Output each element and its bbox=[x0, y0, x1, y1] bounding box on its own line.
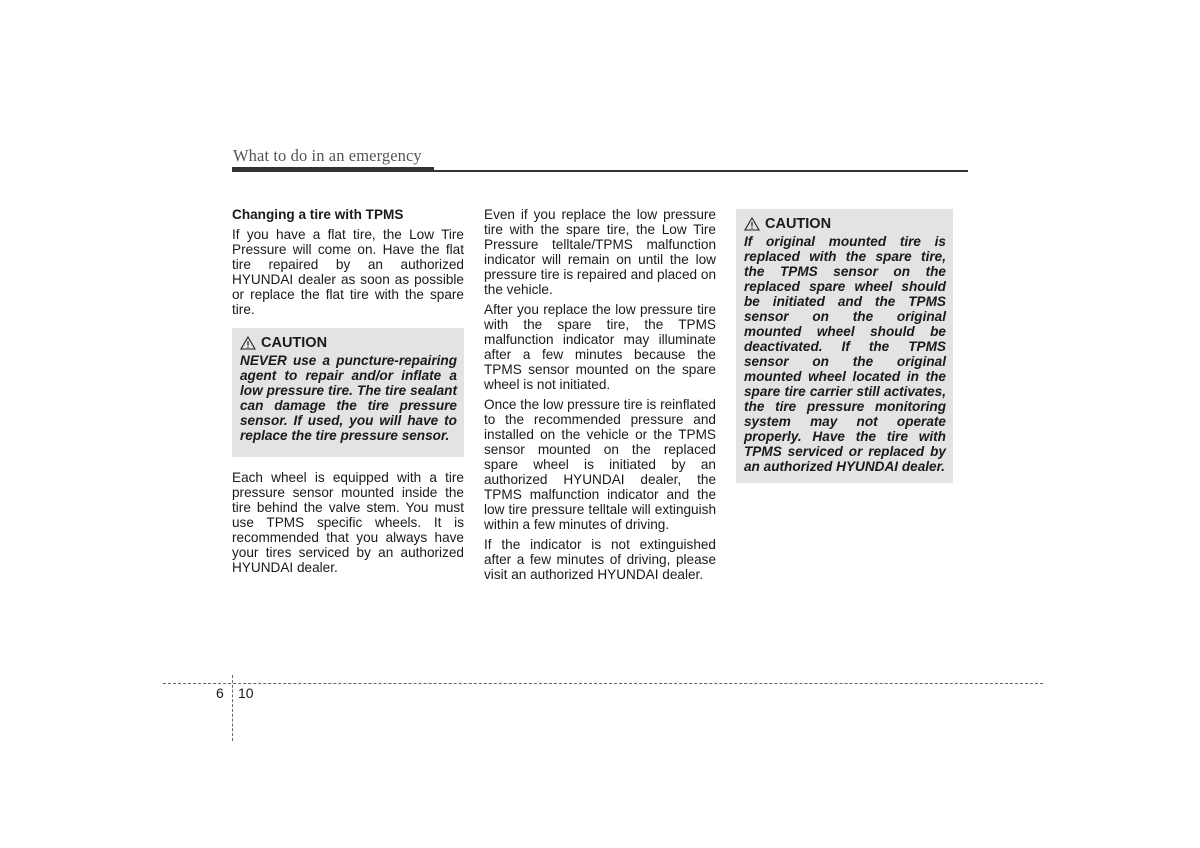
paragraph: If the indicator is not extinguished after a few minutes of driving, please visit an authorized HYUNDAI dealer. bbox=[484, 537, 716, 582]
caution-box bbox=[736, 209, 953, 483]
left-column bbox=[232, 207, 464, 580]
paragraph: Even if you replace the low pressure tire with the spare tire, the Low Tire Pressure telltale/TPMS malfunction indicator will remain on until the low pressure tire is repaired and placed on the vehicle. bbox=[484, 207, 716, 297]
footer-rule bbox=[163, 683, 1043, 684]
middle-column bbox=[484, 207, 716, 587]
warning-triangle-icon bbox=[240, 336, 256, 350]
warning-triangle-icon bbox=[744, 217, 760, 231]
footer-divider bbox=[232, 675, 233, 741]
paragraph: Once the low pressure tire is reinflated to the recommended pressure and installed on the vehicle or the TPMS sensor mounted on the replaced spare wheel is initiated by an authorized HYUNDAI dealer, the TPMS malfunction indicator and the low tire pressure telltale will extinguish within a few minutes of driving. bbox=[484, 397, 716, 532]
caution-box bbox=[232, 328, 464, 457]
caution-text: NEVER use a puncture-repairing agent to repair and/or inflate a low pressure tire. The tire sealant can damage the tire pressure sensor. If used, you will have to replace the tire pressure sensor. bbox=[240, 353, 457, 443]
paragraph: If you have a flat tire, the Low Tire Pressure will come on. Have the flat tire repaired by an authorized HYUNDAI dealer as soon as possible or replace the flat tire with the spare tire. bbox=[232, 227, 464, 317]
caution-label: CAUTION bbox=[261, 335, 328, 351]
right-column bbox=[736, 209, 953, 483]
caution-text: If original mounted tire is replaced with the spare tire, the TPMS sensor on the replaced spare wheel should be initiated and the TPMS sensor on the original mounted wheel should be deactivated. If the TPMS sensor on the original mounted wheel located in the spare tire carrier still activates, the tire pressure monitoring system may not operate properly. Have the tire with TPMS serviced or replaced by an authorized HYUNDAI dealer. bbox=[744, 234, 946, 474]
page-number: 10 bbox=[238, 685, 254, 701]
chapter-number: 6 bbox=[216, 685, 224, 701]
section-title: What to do in an emergency bbox=[233, 146, 422, 165]
caution-label: CAUTION bbox=[765, 216, 832, 232]
caution-header bbox=[744, 215, 946, 233]
header-rule bbox=[232, 170, 968, 172]
subsection-heading: Changing a tire with TPMS bbox=[232, 207, 404, 222]
paragraph: After you replace the low pressure tire with the spare tire, the TPMS malfunction indicator may illuminate after a few minutes because the TPMS sensor mounted on the spare wheel is not initiated. bbox=[484, 302, 716, 392]
paragraph: Each wheel is equipped with a tire pressure sensor mounted inside the tire behind the valve stem. You must use TPMS specific wheels. It is recommended that you always have your tires serviced by an authorized HYUNDAI dealer. bbox=[232, 470, 464, 575]
caution-header bbox=[240, 334, 457, 352]
